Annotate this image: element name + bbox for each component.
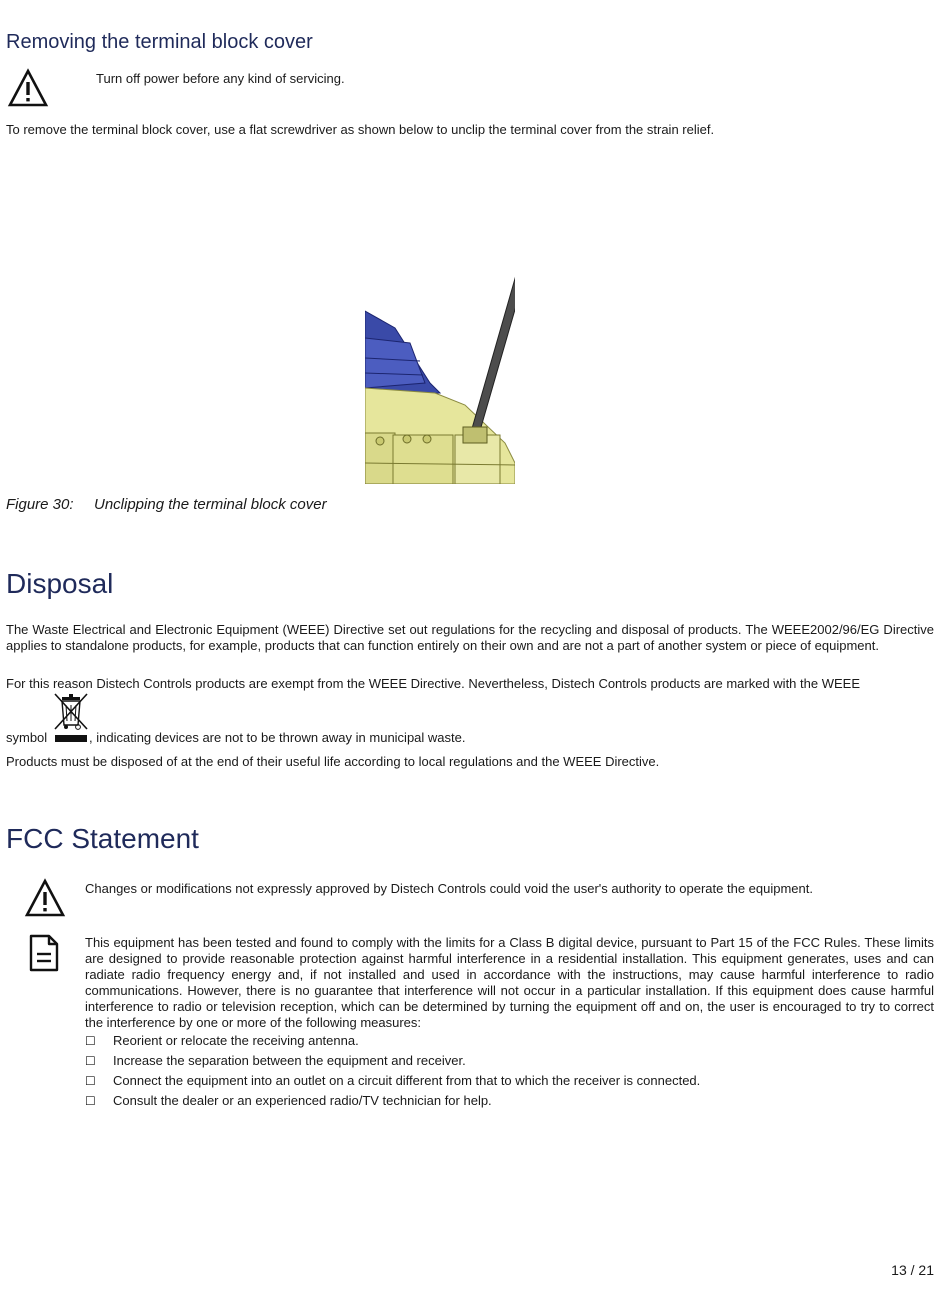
section-heading-terminal-cover: Removing the terminal block cover	[6, 31, 313, 53]
figure-caption: Unclipping the terminal block cover	[94, 496, 327, 513]
figure-label: Figure 30:	[6, 496, 74, 513]
disposal-paragraph-2: For this reason Distech Controls products are exempt from the WEEE Directive. Nevertheless, Distech Controls products are marked with the WEEE	[6, 676, 860, 691]
checkbox-bullet-icon: ☐	[85, 1094, 96, 1108]
disposal-symbol-text: , indicating devices are not to be thrown away in municipal waste.	[89, 730, 466, 745]
disposal-paragraph-3: Products must be disposed of at the end of their useful life according to local regulations and the WEEE Directive.	[6, 754, 660, 769]
checkbox-bullet-icon: ☐	[85, 1054, 96, 1068]
list-item-text: Connect the equipment into an outlet on a circuit different from that to which the receiver is connected.	[113, 1073, 701, 1088]
fcc-note-text: This equipment has been tested and found to comply with the limits for a Class B digital device, pursuant to Part 15 of the FCC Rules. These limits are designed to provide reasonable protection against harmful interference in a residential installation. This equipment generates, uses and can radiate radio frequency energy and, if not installed and used in accordance with the instructions, may cause harmful interference to radio communications. However, there is no guarantee that interference will not occur in a particular installation. If this equipment does cause harmful interference to radio or television reception, which can be determined by turning the equipment off and on, the user is encouraged to try to correct the interference by one or more of the following measures:	[85, 935, 934, 1030]
checkbox-bullet-icon: ☐	[85, 1074, 96, 1088]
fcc-measures-list	[85, 1033, 934, 1113]
list-item-text: Consult the dealer or an experienced radio/TV technician for help.	[113, 1093, 492, 1108]
list-item	[85, 1053, 934, 1073]
weee-bin-icon	[53, 691, 89, 743]
list-item	[85, 1033, 934, 1053]
fcc-warning-text: Changes or modifications not expressly approved by Distech Controls could void the user's authority to operate the equipment.	[85, 881, 813, 896]
list-item-text: Increase the separation between the equipment and receiver.	[113, 1053, 466, 1068]
warning-icon	[7, 68, 49, 108]
section-heading-disposal: Disposal	[6, 568, 114, 599]
figure-screwdriver-illustration	[365, 143, 515, 484]
section-heading-fcc: FCC Statement	[6, 823, 199, 854]
list-item	[85, 1093, 934, 1113]
list-item	[85, 1073, 934, 1093]
warning-text: Turn off power before any kind of servicing.	[96, 71, 345, 86]
disposal-symbol-word: symbol	[6, 730, 48, 745]
list-item-text: Reorient or relocate the receiving antenna.	[113, 1033, 359, 1048]
instruction-text: To remove the terminal block cover, use a flat screwdriver as shown below to unclip the terminal cover from the strain relief.	[6, 122, 715, 137]
checkbox-bullet-icon: ☐	[85, 1034, 96, 1048]
disposal-paragraph-1: The Waste Electrical and Electronic Equipment (WEEE) Directive set out regulations for the recycling and disposal of products. The WEEE2002/96/EG Directive applies to standalone products, for example, products that can function entirely on their own and are not a part of another system or piece of equipment.	[6, 622, 934, 653]
warning-icon	[24, 878, 66, 918]
page-number: 13 / 21	[891, 1262, 934, 1278]
note-document-icon	[28, 934, 60, 972]
